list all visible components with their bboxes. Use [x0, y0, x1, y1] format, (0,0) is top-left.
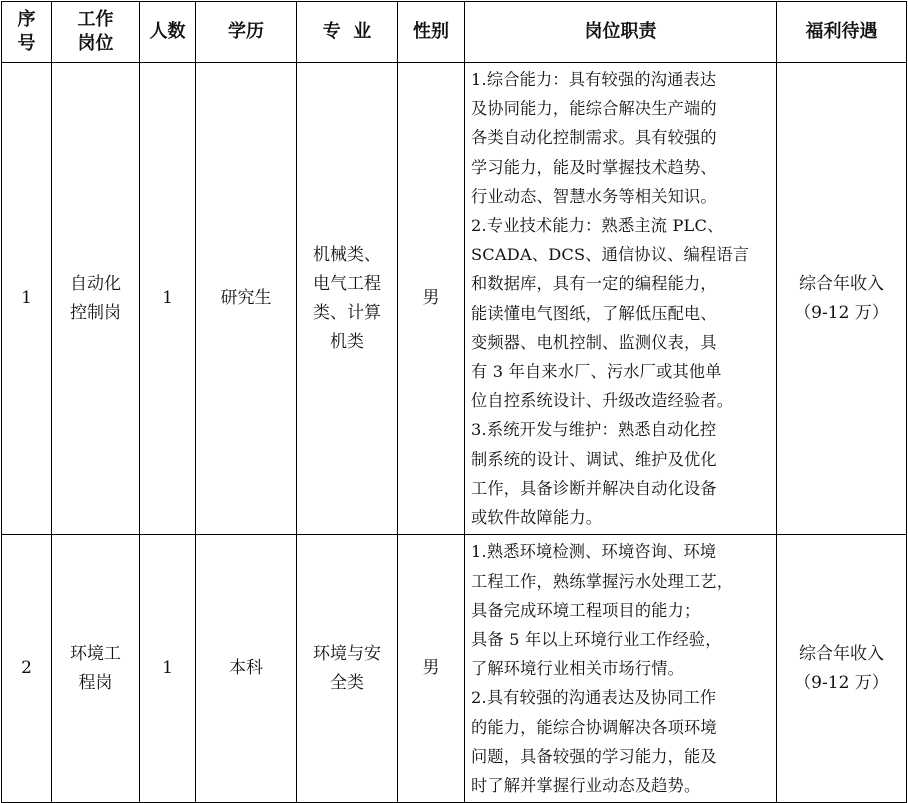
cell-position: 环境工 程岗 [52, 535, 140, 803]
header-duties: 岗位职责 [465, 2, 777, 63]
cell-major: 环境与安 全类 [297, 535, 398, 803]
header-major: 专 业 [297, 2, 398, 63]
header-position: 工作 岗位 [52, 2, 140, 63]
cell-duties [465, 535, 777, 803]
cell-education: 研究生 [196, 63, 297, 535]
table-row [2, 63, 907, 535]
header-row [2, 2, 907, 63]
header-gender: 性别 [398, 2, 465, 63]
duties-text: 1.熟悉环境检测、环境咨询、环境 工程工作，熟练掌握污水处理工艺， 具备完成环境工程项目的能力； 具备 5 年以上环境行业工作经验， 了解环境行业相关市场行情。 2.具有较强的沟通表达及协同工作 的能力，能综合协调解决各项环境 问题，具备较强的学习能力，能及 时了解并掌握行业动态及趋势。 [471, 542, 734, 795]
cell-gender: 男 [398, 535, 465, 803]
header-seq: 序 号 [2, 2, 52, 63]
cell-benefits: 综合年收入 （9-12 万） [777, 63, 907, 535]
cell-benefits: 综合年收入 （9-12 万） [777, 535, 907, 803]
cell-seq: 1 [2, 63, 52, 535]
cell-count: 1 [140, 63, 196, 535]
table-row [2, 535, 907, 803]
header-education: 学历 [196, 2, 297, 63]
cell-duties [465, 63, 777, 535]
cell-seq: 2 [2, 535, 52, 803]
duties-text: 1.综合能力：具有较强的沟通表达 及协同能力，能综合解决生产端的 各类自动化控制需求。具有较强的 学习能力，能及时掌握技术趋势、 行业动态、智慧水务等相关知识。 2.专业技术能力：熟悉主流 PLC、 SCADA、DCS、通信协议、编程语言 和数据库，具有一定的编程能力， 能读懂电气图纸，了解低压配电、 变频器、电机控制、监测仪表，具 有 3 年自来水厂、污水厂或其他单 位自控系统设计、升级改造经验者。 3.系统开发与维护：熟悉自动化控 制系统的设计、调试、维护及优化 工作，具备诊断并解决自动化设备 或软件故障能力。 [471, 70, 750, 528]
cell-major: 机械类、 电气工程 类、计算 机类 [297, 63, 398, 535]
header-benefits: 福利待遇 [777, 2, 907, 63]
cell-position: 自动化 控制岗 [52, 63, 140, 535]
cell-gender: 男 [398, 63, 465, 535]
recruitment-table [1, 1, 907, 803]
cell-education: 本科 [196, 535, 297, 803]
cell-count: 1 [140, 535, 196, 803]
header-count: 人数 [140, 2, 196, 63]
